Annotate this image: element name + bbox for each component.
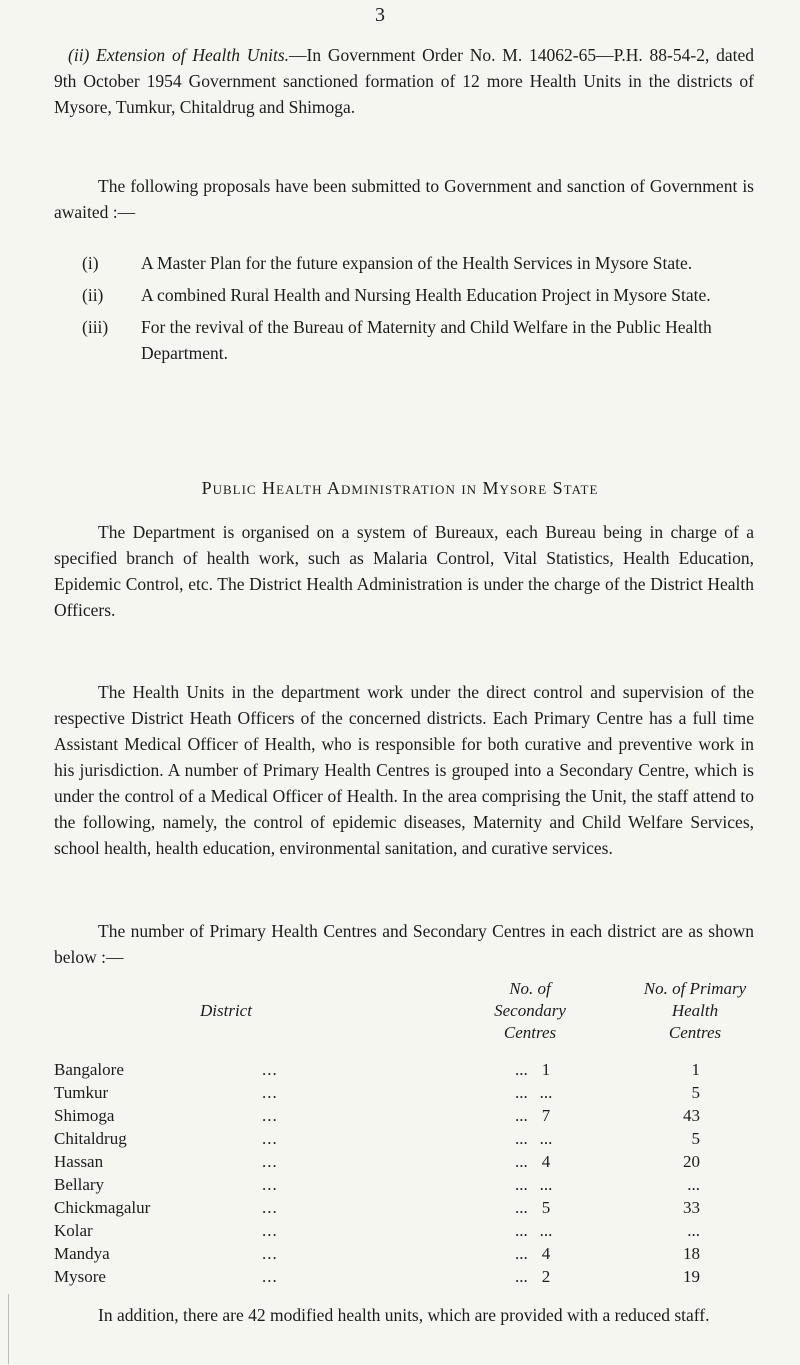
leader-dots: ...: [515, 1129, 528, 1148]
proposal-marker: (ii): [82, 285, 104, 305]
district-name: Hassan: [54, 1152, 104, 1171]
header-district: District: [200, 1001, 252, 1020]
table-header: [0, 978, 800, 1058]
secondary-value: 4: [541, 1152, 551, 1171]
leader-dots: ...: [262, 1244, 278, 1263]
header-primary-line: Health: [671, 1001, 719, 1020]
district-name: Mandya: [54, 1244, 110, 1263]
secondary-count: [470, 1083, 560, 1103]
leader-dots: ...: [515, 1198, 528, 1217]
leader-dots: ...: [515, 1244, 528, 1263]
proposal-text: A Master Plan for the future expansion of the Health Services in Mysore State.: [141, 253, 693, 273]
secondary-value: ...: [539, 1083, 553, 1102]
proposal-text: A combined Rural Health and Nursing Health Education Project in Mysore State.: [141, 285, 711, 305]
leader-dots: ...: [262, 1083, 278, 1102]
district-name: Chickmagalur: [54, 1198, 151, 1217]
extension-text: —In Government Order No. M. 14062-65—P.H. 88-54-2, dated 9th October 1954 Government sanctioned formation of 12 more Health Units in the districts of Mysore, Tumkur, Chitaldrug and Shimoga.: [54, 45, 754, 117]
proposal-item: [54, 250, 754, 276]
header-primary-line: No. of Primary: [643, 979, 747, 998]
header-secondary-centres: [460, 978, 600, 1044]
secondary-value: ...: [539, 1221, 553, 1240]
table-row: [0, 1267, 800, 1290]
leader-dots: ...: [262, 1129, 278, 1148]
secondary-value: ...: [539, 1175, 553, 1194]
table-row: [0, 1060, 800, 1083]
primary-count: 33: [683, 1198, 700, 1217]
leader-dots: ...: [262, 1106, 278, 1125]
leader-dots: ...: [515, 1221, 528, 1240]
primary-count: ...: [687, 1221, 700, 1240]
bureaux-paragraph: The Department is organised on a system of Bureaux, each Bureau being in charge of a specified branch of health work, such as Malaria Control, Vital Statistics, Health Education, Epidemic Control, etc. The District Health Administration is under the charge of the District Health Officers.: [54, 522, 754, 620]
table-row: [0, 1198, 800, 1221]
primary-count: 5: [691, 1083, 700, 1102]
leader-dots: ...: [262, 1152, 278, 1171]
table-row: [0, 1129, 800, 1152]
secondary-count: [470, 1244, 560, 1264]
table-row: [0, 1221, 800, 1244]
secondary-count: [470, 1221, 560, 1241]
table-row: [0, 1244, 800, 1267]
secondary-value: 5: [541, 1198, 551, 1217]
leader-dots: ...: [262, 1175, 278, 1194]
secondary-count: [470, 1129, 560, 1149]
secondary-count: [470, 1060, 560, 1080]
secondary-count: [470, 1267, 560, 1287]
secondary-value: 2: [541, 1267, 551, 1286]
secondary-count: [470, 1175, 560, 1195]
district-table: [0, 1060, 800, 1290]
page-number: 3: [375, 4, 385, 26]
proposals-list: [54, 250, 754, 372]
primary-count: 19: [683, 1267, 700, 1286]
table-row: [0, 1106, 800, 1129]
district-name: Shimoga: [54, 1106, 115, 1125]
header-secondary-line: No. of: [509, 979, 551, 998]
primary-count: 20: [683, 1152, 700, 1171]
header-secondary-line: Centres: [503, 1023, 557, 1042]
district-name: Bangalore: [54, 1060, 124, 1079]
leader-dots: ...: [262, 1060, 278, 1079]
header-secondary-line: Secondary: [494, 1001, 566, 1020]
district-name: Kolar: [54, 1221, 93, 1240]
district-name: Bellary: [54, 1175, 105, 1194]
leader-dots: ...: [515, 1267, 528, 1286]
secondary-value: 1: [541, 1060, 551, 1079]
leader-dots: ...: [515, 1083, 528, 1102]
district-name: Mysore: [54, 1267, 106, 1286]
secondary-value: ...: [539, 1129, 553, 1148]
health-units-paragraph: The Health Units in the department work under the direct control and supervision of the respective District Heath Officers of the concerned districts. Each Primary Centre has a full time Assistant Medical Officer of Health, who is responsible for both curative and preventive work in his jurisdiction. A number of Primary Health Centres is grouped into a Secondary Centre, which is under the control of a Medical Officer of Health. In the area comprising the Unit, the staff attend to the following, namely, the control of epidemic diseases, Maternity and Child Welfare Services, school health, health education, environmental sanitation, and curative services.: [54, 682, 754, 858]
secondary-value: 4: [541, 1244, 551, 1263]
closing-paragraph: In addition, there are 42 modified health units, which are provided with a reduced staff.: [98, 1305, 710, 1325]
primary-count: 1: [691, 1060, 700, 1079]
proposal-text: For the revival of the Bureau of Maternity and Child Welfare in the Public Health Department.: [141, 317, 712, 363]
leader-dots: ...: [262, 1267, 278, 1286]
proposal-item: [54, 314, 754, 366]
secondary-count: [470, 1106, 560, 1126]
secondary-value: 7: [541, 1106, 551, 1125]
district-name: Tumkur: [54, 1083, 109, 1102]
primary-count: ...: [687, 1175, 700, 1194]
table-row: [0, 1083, 800, 1106]
leader-dots: ...: [262, 1198, 278, 1217]
extension-heading: (ii) Extension of Health Units.: [68, 45, 290, 65]
proposal-marker: (i): [82, 253, 99, 273]
leader-dots: ...: [515, 1152, 528, 1171]
primary-count: 5: [691, 1129, 700, 1148]
section-heading: Public Health Administration in Mysore State: [201, 478, 599, 498]
proposal-marker: (iii): [82, 317, 109, 337]
district-name: Chitaldrug: [54, 1129, 127, 1148]
header-primary-line: Centres: [668, 1023, 722, 1042]
primary-count: 18: [683, 1244, 700, 1263]
leader-dots: ...: [515, 1106, 528, 1125]
proposals-lead-paragraph: The following proposals have been submitted to Government and sanction of Government is awaited :—: [54, 176, 754, 222]
table-intro-paragraph: The number of Primary Health Centres and Secondary Centres in each district are as shown below :—: [54, 921, 754, 967]
secondary-count: [470, 1152, 560, 1172]
leader-dots: ...: [515, 1175, 528, 1194]
leader-dots: ...: [262, 1221, 278, 1240]
extension-paragraph: [54, 42, 754, 120]
table-row: [0, 1175, 800, 1198]
proposal-item: [54, 282, 754, 308]
primary-count: 43: [683, 1106, 700, 1125]
header-primary-centres: [610, 978, 780, 1044]
secondary-count: [470, 1198, 560, 1218]
table-row: [0, 1152, 800, 1175]
leader-dots: ...: [515, 1060, 528, 1079]
margin-rule: [8, 1294, 9, 1364]
